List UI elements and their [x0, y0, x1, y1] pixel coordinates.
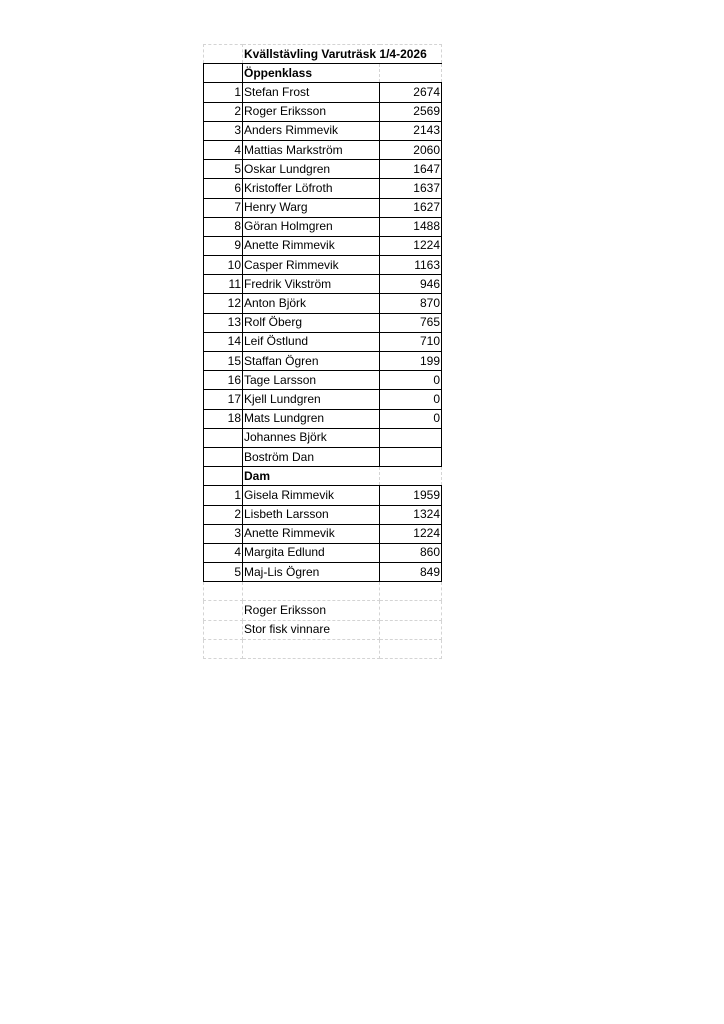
table-row [204, 256, 442, 275]
name-cell: Stefan Frost [243, 83, 380, 102]
name-cell: Henry Warg [243, 198, 380, 217]
section-heading-open: Öppenklass [243, 64, 380, 83]
name-cell: Oskar Lundgren [243, 160, 380, 179]
rank-cell: 8 [204, 217, 243, 236]
score-cell [380, 428, 442, 447]
table-row [204, 160, 442, 179]
rank-cell: 11 [204, 275, 243, 294]
name-cell: Roger Eriksson [243, 102, 380, 121]
name-cell: Staffan Ögren [243, 352, 380, 371]
table-row [204, 352, 442, 371]
cell [204, 620, 243, 639]
rank-cell: 5 [204, 563, 243, 582]
rank-cell: 4 [204, 543, 243, 562]
section-header-women [204, 467, 442, 486]
table-row [204, 236, 442, 255]
name-cell: Kjell Lundgren [243, 390, 380, 409]
rank-cell: 3 [204, 121, 243, 140]
results-sheet [203, 44, 442, 659]
rank-cell: 15 [204, 352, 243, 371]
score-cell: 1647 [380, 160, 442, 179]
score-cell: 946 [380, 275, 442, 294]
women-section [204, 467, 442, 486]
rank-cell: 9 [204, 236, 243, 255]
score-cell [380, 447, 442, 466]
score-cell: 765 [380, 313, 442, 332]
table-row [204, 140, 442, 159]
name-cell: Leif Östlund [243, 332, 380, 351]
rank-cell: 2 [204, 505, 243, 524]
table-row [204, 179, 442, 198]
table-row [204, 409, 442, 428]
rank-cell: 14 [204, 332, 243, 351]
name-cell: Rolf Öberg [243, 313, 380, 332]
rank-cell: 18 [204, 409, 243, 428]
name-cell: Anton Björk [243, 294, 380, 313]
name-cell: Anette Rimmevik [243, 524, 380, 543]
rank-cell: 1 [204, 83, 243, 102]
table-row [204, 313, 442, 332]
empty-row [204, 639, 442, 658]
empty-row [204, 582, 442, 601]
table-row [204, 390, 442, 409]
section-heading-women: Dam [243, 467, 380, 486]
score-cell: 1324 [380, 505, 442, 524]
cell [380, 601, 442, 620]
winner-name: Roger Eriksson [243, 601, 380, 620]
score-cell: 1488 [380, 217, 442, 236]
table-row [204, 543, 442, 562]
winner-label: Stor fisk vinnare [243, 620, 380, 639]
name-cell: Mats Lundgren [243, 409, 380, 428]
name-cell: Johannes Björk [243, 428, 380, 447]
score-cell: 860 [380, 543, 442, 562]
name-cell: Margita Edlund [243, 543, 380, 562]
table-row [204, 332, 442, 351]
table-row [204, 486, 442, 505]
score-cell: 2674 [380, 83, 442, 102]
score-cell: 710 [380, 332, 442, 351]
rank-cell: 3 [204, 524, 243, 543]
name-cell: Kristoffer Löfroth [243, 179, 380, 198]
name-cell: Boström Dan [243, 447, 380, 466]
title-row [204, 45, 442, 64]
rank-cell: 5 [204, 160, 243, 179]
table-row [204, 447, 442, 466]
name-cell: Lisbeth Larsson [243, 505, 380, 524]
winner-name-row [204, 601, 442, 620]
rank-cell [204, 428, 243, 447]
open-class-rows [204, 83, 442, 467]
results-sheet-body [204, 45, 442, 83]
score-cell: 0 [380, 371, 442, 390]
footer-section [204, 582, 442, 659]
rank-cell: 4 [204, 140, 243, 159]
rank-cell: 6 [204, 179, 243, 198]
score-cell: 870 [380, 294, 442, 313]
cell [243, 639, 380, 658]
cell [204, 45, 243, 64]
score-cell: 0 [380, 409, 442, 428]
table-row [204, 524, 442, 543]
cell [204, 582, 243, 601]
winner-label-row [204, 620, 442, 639]
sheet-title: Kvällstävling Varuträsk 1/4-2026 [243, 45, 442, 64]
table-row [204, 102, 442, 121]
score-cell: 849 [380, 563, 442, 582]
score-cell: 1224 [380, 524, 442, 543]
name-cell: Fredrik Vikström [243, 275, 380, 294]
rank-cell: 13 [204, 313, 243, 332]
table-row [204, 563, 442, 582]
rank-cell: 7 [204, 198, 243, 217]
score-cell: 1224 [380, 236, 442, 255]
name-cell: Gisela Rimmevik [243, 486, 380, 505]
cell [204, 639, 243, 658]
score-cell: 2060 [380, 140, 442, 159]
table-row [204, 294, 442, 313]
score-cell: 1637 [380, 179, 442, 198]
table-row [204, 83, 442, 102]
name-cell: Göran Holmgren [243, 217, 380, 236]
score-cell: 199 [380, 352, 442, 371]
cell [380, 582, 442, 601]
cell [204, 601, 243, 620]
rank-cell: 2 [204, 102, 243, 121]
name-cell: Tage Larsson [243, 371, 380, 390]
rank-cell: 16 [204, 371, 243, 390]
table-row [204, 275, 442, 294]
cell [204, 467, 243, 486]
score-cell: 2143 [380, 121, 442, 140]
cell [380, 64, 442, 83]
rank-cell [204, 447, 243, 466]
cell [204, 64, 243, 83]
rank-cell: 17 [204, 390, 243, 409]
table-row [204, 428, 442, 447]
name-cell: Anette Rimmevik [243, 236, 380, 255]
name-cell: Maj-Lis Ögren [243, 563, 380, 582]
table-row [204, 505, 442, 524]
rank-cell: 1 [204, 486, 243, 505]
section-header-open [204, 64, 442, 83]
score-cell: 0 [380, 390, 442, 409]
cell [380, 639, 442, 658]
cell [243, 582, 380, 601]
score-cell: 1959 [380, 486, 442, 505]
score-cell: 1163 [380, 256, 442, 275]
name-cell: Anders Rimmevik [243, 121, 380, 140]
score-cell: 1627 [380, 198, 442, 217]
table-row [204, 198, 442, 217]
women-class-rows [204, 486, 442, 582]
table-row [204, 371, 442, 390]
table-row [204, 121, 442, 140]
name-cell: Casper Rimmevik [243, 256, 380, 275]
name-cell: Mattias Markström [243, 140, 380, 159]
rank-cell: 10 [204, 256, 243, 275]
rank-cell: 12 [204, 294, 243, 313]
cell [380, 467, 442, 486]
table-row [204, 217, 442, 236]
cell [380, 620, 442, 639]
score-cell: 2569 [380, 102, 442, 121]
